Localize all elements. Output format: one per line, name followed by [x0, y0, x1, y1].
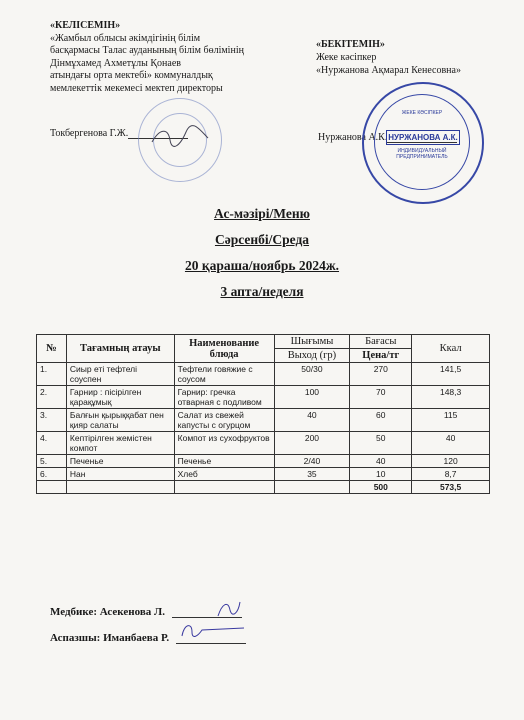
row-yield: 2/40 — [274, 455, 350, 468]
row-price: 40 — [350, 455, 412, 468]
row-kcal: 40 — [412, 432, 490, 455]
approval-right — [316, 38, 516, 77]
header-yield-ru: Выход (гр) — [274, 349, 350, 363]
table-row — [37, 455, 490, 468]
entrepreneur-stamp — [362, 82, 484, 204]
row-no: 6. — [37, 468, 67, 481]
row-name-ru: Салат из свежей капусты с огурцом — [174, 409, 274, 432]
approval-right-line: «Нуржанова Ақмарал Кенесовна» — [316, 65, 461, 76]
row-name-kz: Гарнир : пісірілген қарақұмық — [66, 386, 174, 409]
header-name-ru: Наименование блюда — [174, 335, 274, 363]
approval-left-heading: «КЕЛІСЕМІН» — [50, 20, 121, 31]
signature-scribble-left — [150, 124, 210, 148]
menu-title-block — [0, 206, 524, 300]
cook-label: Аспазшы: Иманбаева Р. — [50, 632, 170, 644]
approval-left-line: Дінмұхамед Ахметұлы Қонаев — [50, 57, 181, 69]
total-row — [37, 481, 490, 494]
approval-left-line: мемлекеттік мекемесі мектеп директоры — [50, 82, 223, 94]
approval-left-line: атындағы орта мектебі» коммуналдық — [50, 70, 213, 81]
row-kcal: 141,5 — [412, 363, 490, 386]
row-yield: 35 — [274, 468, 350, 481]
header-yield-kz: Шығымы — [274, 335, 350, 349]
stamp-top-text: ЖЕКЕ КӘСІПКЕР — [401, 110, 443, 116]
header-price-ru: Цена/тг — [350, 349, 412, 363]
header-price-kz: Бағасы — [350, 335, 412, 349]
header-name-kz: Тағамның атауы — [66, 335, 174, 363]
header-kcal: Ккал — [412, 335, 490, 363]
row-yield: 50/30 — [274, 363, 350, 386]
row-price: 270 — [350, 363, 412, 386]
row-kcal: 120 — [412, 455, 490, 468]
row-name-kz: Балғын қырыққабат пен қияр салаты — [66, 409, 174, 432]
menu-title: Ас-мәзірі/Меню — [214, 206, 310, 221]
table-row — [37, 409, 490, 432]
nurse-signature — [50, 606, 242, 618]
approval-right-heading: «БЕКІТЕМІН» — [316, 39, 385, 50]
row-yield: 200 — [274, 432, 350, 455]
approval-right-line: Жеке кәсіпкер — [316, 52, 377, 63]
nurse-label: Медбике: Асекенова Л. — [50, 606, 165, 618]
row-kcal: 8,7 — [412, 468, 490, 481]
row-no: 4. — [37, 432, 67, 455]
menu-week: 3 апта/неделя — [220, 284, 304, 299]
approval-left-line: басқармасы Талас ауданының білім бөлімінің — [50, 45, 244, 56]
row-no: 1. — [37, 363, 67, 386]
row-name-kz: Нан — [66, 468, 174, 481]
row-kcal: 148,3 — [412, 386, 490, 409]
stamp-name-box: НУРЖАНОВА А.К. — [386, 130, 460, 145]
stamp-bottom-text: ИНДИВИДУАЛЬНЫЙ ПРЕДПРИНИМАТЕЛЬ — [396, 148, 448, 160]
row-name-kz: Сиыр еті тефтелі соуспен — [66, 363, 174, 386]
row-name-ru: Компот из сухофруктов — [174, 432, 274, 455]
row-yield: 100 — [274, 386, 350, 409]
row-no: 2. — [37, 386, 67, 409]
menu-table — [36, 334, 490, 494]
signature-scribble-cook — [178, 620, 248, 642]
table-row — [37, 386, 490, 409]
header-no: № — [37, 335, 67, 363]
row-price: 50 — [350, 432, 412, 455]
row-yield: 40 — [274, 409, 350, 432]
row-no: 5. — [37, 455, 67, 468]
row-name-ru: Печенье — [174, 455, 274, 468]
total-price: 500 — [350, 481, 412, 494]
menu-weekday: Сәрсенбі/Среда — [214, 232, 310, 247]
approval-left — [50, 20, 290, 95]
row-name-ru: Тефтели говяжие с соусом — [174, 363, 274, 386]
approval-right-signatory: Нуржанова А.К. — [318, 132, 388, 143]
total-kcal: 573,5 — [412, 481, 490, 494]
row-no: 3. — [37, 409, 67, 432]
row-name-kz: Печенье — [66, 455, 174, 468]
approval-left-line: «Жамбыл облысы әкімдігінің білім — [50, 32, 201, 44]
menu-date: 20 қараша/ноябрь 2024ж. — [184, 258, 340, 273]
signature-scribble-nurse — [214, 598, 244, 620]
row-name-ru: Хлеб — [174, 468, 274, 481]
row-price: 60 — [350, 409, 412, 432]
row-kcal: 115 — [412, 409, 490, 432]
approval-left-signatory: Токбергенова Г.Ж. — [50, 128, 129, 139]
row-name-kz: Кептірілген жемістен компот — [66, 432, 174, 455]
table-row — [37, 363, 490, 386]
row-price: 70 — [350, 386, 412, 409]
table-row — [37, 432, 490, 455]
row-price: 10 — [350, 468, 412, 481]
row-name-ru: Гарнир: гречка отварная с подливом — [174, 386, 274, 409]
table-row — [37, 468, 490, 481]
